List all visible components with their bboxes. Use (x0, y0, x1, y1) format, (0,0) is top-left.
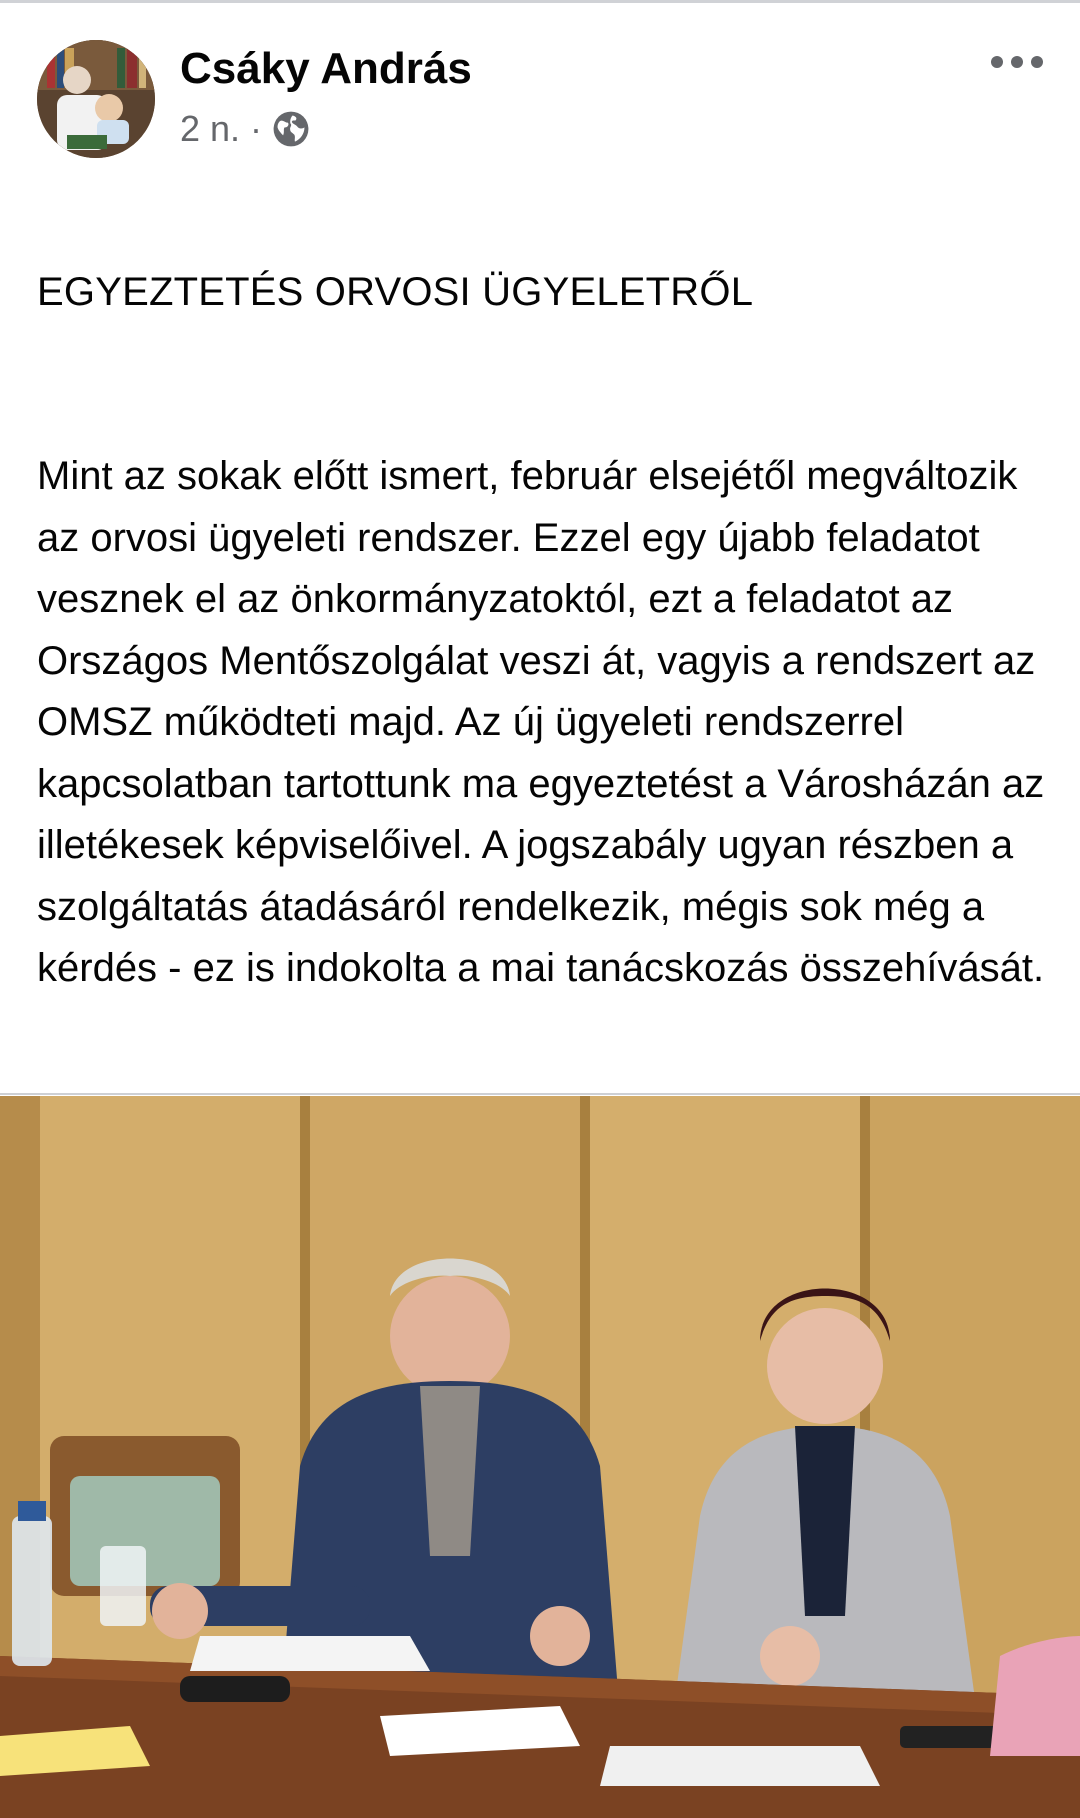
more-options-icon (987, 52, 1047, 72)
post-text (37, 200, 1052, 1061)
post-body: Mint az sokak előtt ismert, február elsejétől megváltozik az orvosi ügyeleti rendszer. Ezzel egy újabb feladatot vesznek el az önkormányzatoktól, ezt a feladatot az Országos Mentőszolgálat veszi át, vagyis a rendszert az OMSZ működteti majd. Az új ügyeleti rendszerrel kapcsolatban tartottunk ma egyeztetést a Városházán az illetékesek képviselőivel. A jogszabály ugyan részben a szolgáltatás átadásáról rendelkezik, mégis sok még a kérdés - ez is indokolta a mai tanácskozás összehívását. (37, 454, 1045, 990)
post-title: EGYEZTETÉS ORVOSI ÜGYELETRŐL (37, 269, 754, 314)
author-name[interactable]: Csáky András (180, 44, 472, 93)
photo-divider (0, 1093, 1080, 1095)
post-photo[interactable] (0, 1096, 1080, 1818)
post-time[interactable]: 2 n. (180, 108, 241, 149)
post-header (0, 0, 1080, 170)
more-options-button[interactable] (984, 42, 1050, 82)
post-meta (180, 108, 310, 150)
author-avatar[interactable] (37, 40, 155, 158)
globe-icon (272, 110, 310, 148)
meta-separator: · (250, 108, 263, 149)
